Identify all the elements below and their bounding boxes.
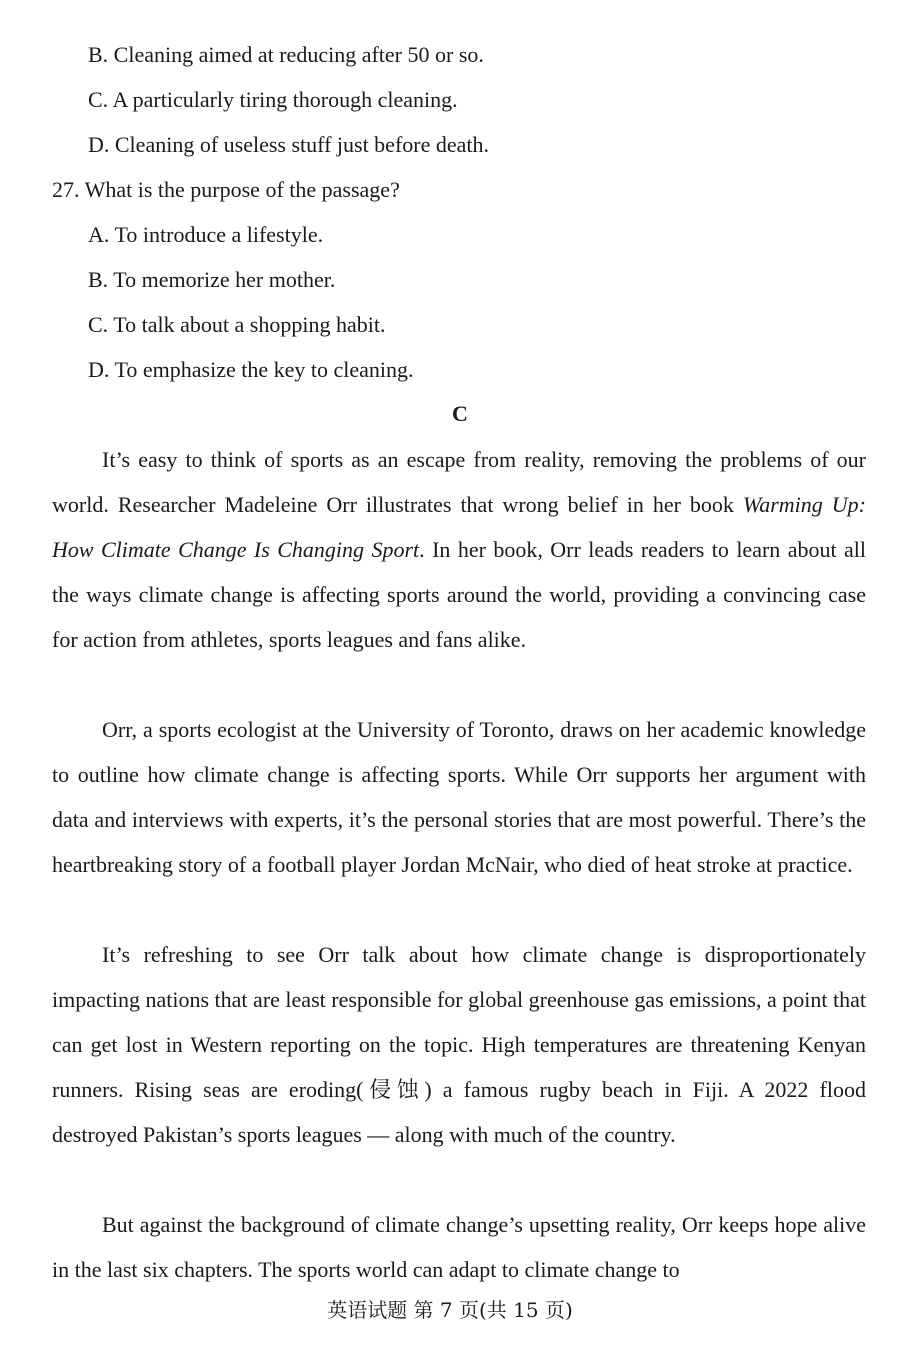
q27-option-a: A. To introduce a lifestyle. [88, 222, 324, 247]
q26-option-c: C. A particularly tiring thorough cleaning. [88, 87, 458, 112]
q27-stem: 27. What is the purpose of the passage? [52, 177, 400, 202]
paragraph-1-text-a: It’s easy to think of sports as an escape from reality, removing the problems of our world. Researcher Madeleine Orr illustrates that wrong belief in her book [52, 447, 866, 517]
section-heading: C [452, 401, 468, 426]
passage-paragraph-4 [52, 1202, 866, 1292]
paragraph-4-text: But against the background of climate change’s upsetting reality, Orr keeps hope alive in the last six chapters. The sports world can adapt to climate change to [52, 1212, 866, 1282]
paragraph-2-text: Orr, a sports ecologist at the University of Toronto, draws on her academic knowledge to outline how climate change is affecting sports. While Orr supports her argument with data and interviews with experts, it’s the personal stories that are most powerful. There’s the heartbreaking story of a football player Jordan McNair, who died of heat stroke at practice. [52, 717, 866, 877]
paragraph-3-text: It’s refreshing to see Orr talk about how climate change is disproportionately impacting nations that are least responsible for global greenhouse gas emissions, a point that can get lost in Western reporting on the topic. High temperatures are threatening Kenyan runners. Rising seas are eroding(侵蚀) a famous rugby beach in Fiji. A 2022 flood destroyed Pakistan’s sports leagues — along with much of the country. [52, 942, 866, 1147]
paragraph-1-text-b: . In her book, Orr leads readers to learn about all the ways climate change is affecting sports around the world, providing a convincing case for action from athletes, sports leagues and fans alike. [52, 537, 866, 652]
q27-option-c: C. To talk about a shopping habit. [88, 312, 386, 337]
q27-option-b: B. To memorize her mother. [88, 267, 336, 292]
q27-option-d: D. To emphasize the key to cleaning. [88, 357, 414, 382]
page-footer: 英语试题 第 7 页(共 15 页) [327, 1298, 573, 1322]
q26-option-b: B. Cleaning aimed at reducing after 50 or so. [88, 42, 484, 67]
passage-paragraph-1 [52, 437, 866, 662]
book-title: Warming Up: How Climate Change Is Changing Sport [52, 492, 866, 562]
passage-paragraph-2 [52, 707, 866, 887]
q26-option-d: D. Cleaning of useless stuff just before death. [88, 132, 490, 157]
passage-paragraph-3 [52, 932, 866, 1157]
